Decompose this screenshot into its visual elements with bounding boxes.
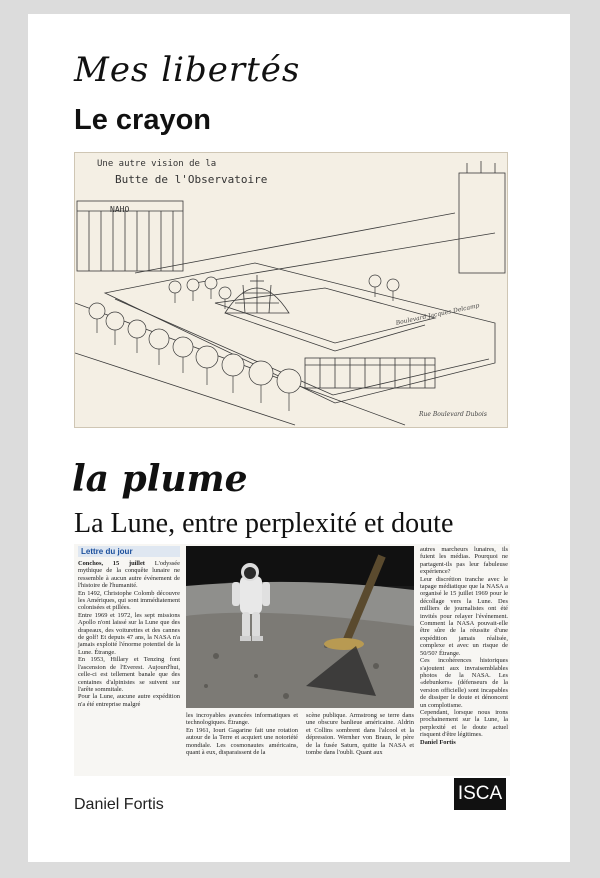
article-dateline: Conchos, 15 juillet	[78, 560, 145, 567]
article-signature: Daniel Fortis	[420, 738, 456, 746]
moon-astronaut-photo	[186, 546, 414, 708]
section-title: Mes libertés	[74, 50, 301, 90]
article-paragraph: Entre 1969 et 1972, les sept missions Apollo n'ont laissé sur la Lune que des drapeaux, des voiturettes et des cannes de golf! Et depuis 47 ans, la NASA n'a jamais exploité l'énorme potentiel de la Lune. Étrange.	[78, 611, 180, 656]
sketch-street-label-1: Boulevard Jacques Delcamp	[395, 302, 481, 327]
article-paragraph: Leur discrétion tranche avec le tapage médiatique que la NASA a organisé le 15 juillet 1969 pour le décollage vers la Lune. Des milliers de journalistes ont été invités pour relayer l'événement. Comment la NASA pouvait-elle être sûre de la réussite d'une expédition jamais réalisée, complexe et avec un risque de 50/50? Étrange.	[420, 575, 508, 657]
article-headline: La Lune, entre perplexité et doute	[74, 508, 454, 539]
article-rubric: Lettre du jour	[78, 546, 180, 557]
sketch-drawing	[75, 153, 507, 427]
sketch-caption-line1: Une autre vision de la	[97, 159, 217, 169]
article-paragraph: En 1961, Iouri Gagarine fait une rotation autour de la Terre et acquiert une notoriété mondiale. Les cosmonautes américains, quant à eux, disparaissent de la	[186, 726, 298, 757]
author-name: Daniel Fortis	[74, 796, 164, 813]
article-paragraph: L'odyssée mythique de la conquête lunaire ne ressemble à aucun autre événement de l'histoire de l'humanité.	[78, 560, 180, 590]
sketch-street-label-2: Rue Boulevard Dubois	[419, 411, 487, 418]
article-column-4	[420, 546, 508, 746]
subsection-title: Le crayon	[74, 104, 211, 136]
article-column-1	[78, 560, 180, 708]
article-paragraph: Pour la Lune, aucune autre expédition n'a été entreprise malgré	[78, 693, 180, 708]
sketch-building-label: NAHO	[110, 205, 130, 214]
article-paragraph: autres marcheurs lunaires, ils fuient les médias. Pourquoi ne partagent-ils pas leur fabuleuse expérience?	[420, 546, 508, 576]
article-paragraph: scène publique. Armstrong se terre dans une obscure banlieue américaine. Aldrin et Collins sombrent dans l'alcool et la dépression. Wernher von Braun, le père de la fusée Saturn, quitte la NASA et tombe dans l'oubli. Quant aux	[306, 712, 414, 757]
article-column-2	[186, 712, 298, 756]
article-paragraph: En 1492, Christophe Colomb découvre les Amériques, qui sont immédiatement colonisées et pillées.	[78, 589, 180, 612]
plume-title: la plume	[72, 458, 248, 500]
newspaper-clipping	[74, 544, 510, 776]
cover-page	[28, 14, 570, 862]
article-column-3	[306, 712, 414, 756]
article-paragraph: Ces incohérences historiques s'ajoutent aux invraisemblables photos de la NASA. Les «debunkers» (défenseurs de la version officielle) sont incapables de dissiper le doute et dénoncent un complotisme.	[420, 657, 508, 709]
sketch-caption-line2: Butte de l'Observatoire	[115, 173, 268, 186]
article-paragraph: En 1953, Hillary et Tenzing font l'ascension de l'Everest. Aujourd'hui, celle-ci est tellement banale que des centaines d'alpinistes se suivent sur l'arête sommitale.	[78, 656, 180, 693]
article-paragraph: Cependant, lorsque nous irons prochainement sur la Lune, la perplexité et le doute actuel risquent d'être légitimes.	[420, 708, 508, 739]
article-paragraph: les incroyables avancées informatiques et technologiques. Étrange.	[186, 712, 298, 727]
sketch-building	[77, 201, 183, 271]
isca-logo: ISCA	[454, 778, 506, 810]
observatory-sketch	[74, 152, 508, 428]
